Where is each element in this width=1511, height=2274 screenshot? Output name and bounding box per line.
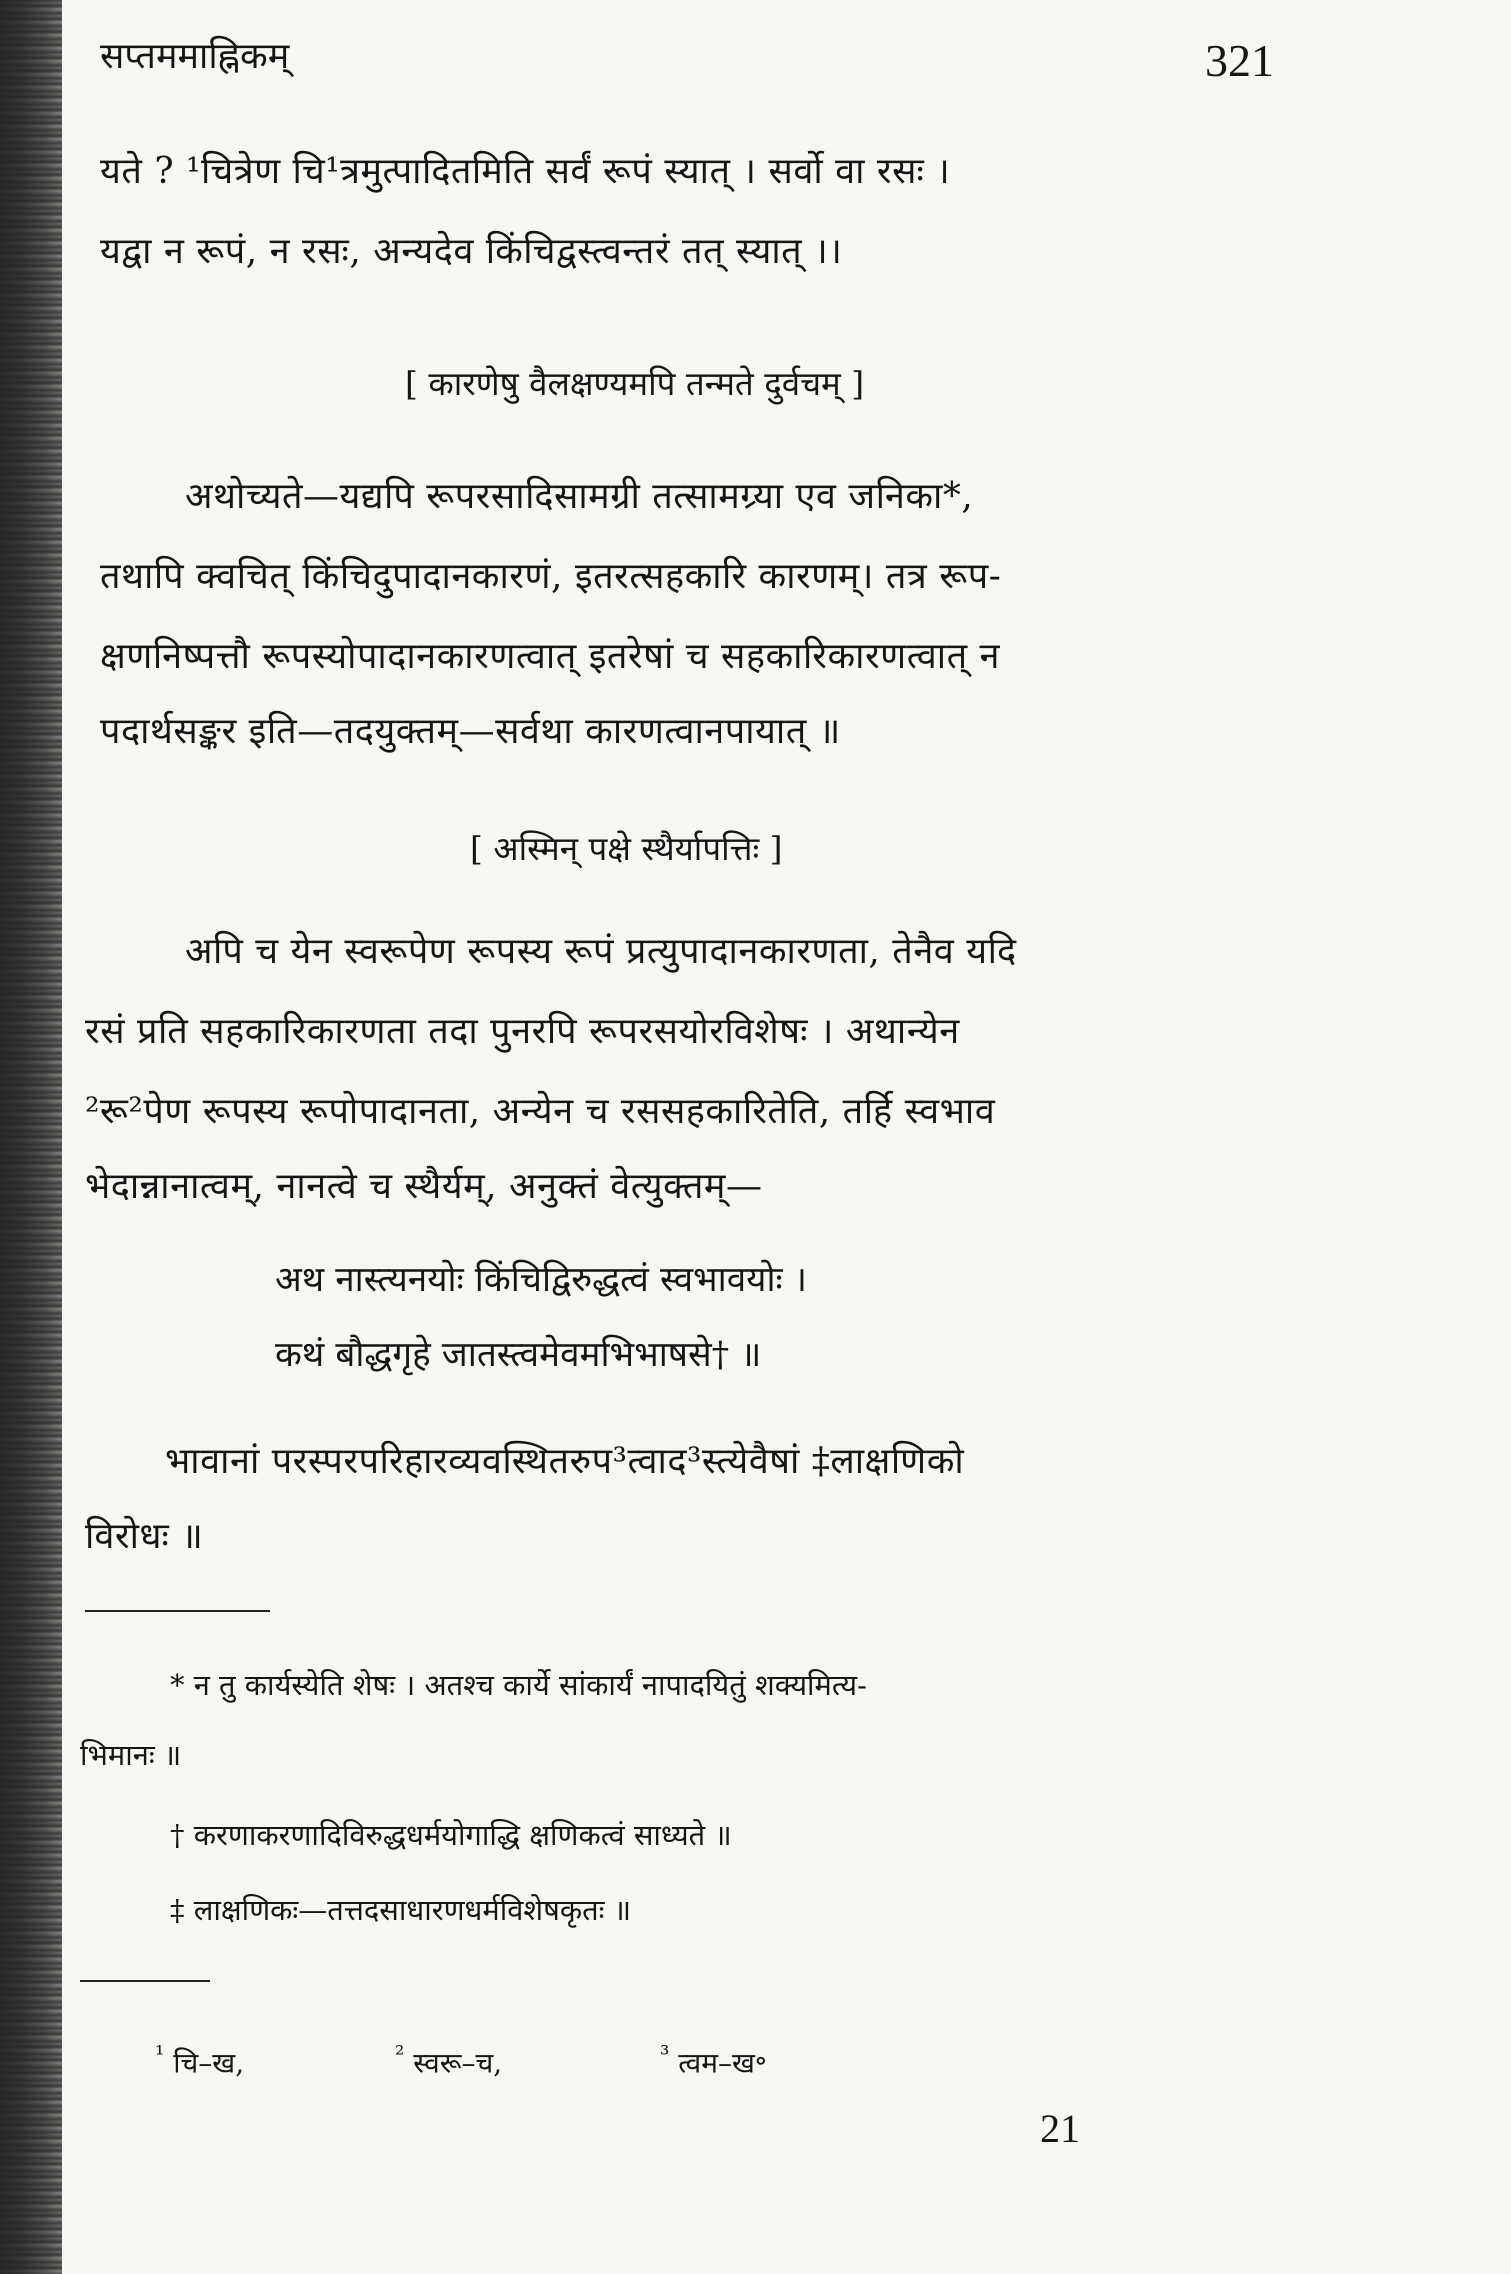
verse-line-2: कथं बौद्धगृहे जातस्त्वमेवमभिभाषसे† ॥ xyxy=(275,1335,762,1375)
variant-reading-3 xyxy=(660,2040,767,2081)
para1-line-2: यद्वा न रूपं, न रसः, अन्यदेव किंचिद्वस्त्वन्तरं तत् स्यात् ।। xyxy=(100,231,843,272)
footnote-asterisk-line-1: * न तु कार्यस्येति शेषः । अतश्च कार्ये सांकार्यं नापादयितुं शक्यमित्य- xyxy=(170,1668,867,1702)
para2-line-1: अथोच्यते—यद्यपि रूपरसादिसामग्री तत्सामग्र्या एव जनिका*, xyxy=(185,476,974,517)
variant-rule xyxy=(80,1980,210,1982)
footnote-asterisk-line-2: भिमानः ॥ xyxy=(80,1738,182,1772)
variant-mark: ¹ xyxy=(155,2040,165,2068)
para2-line-2: तथापि क्वचित् किंचिदुपादानकारणं, इतरत्सहकारि कारणम्। तत्र रूप- xyxy=(100,556,1002,597)
variant-text: त्वम–ख॰ xyxy=(678,2046,767,2080)
para4-line-2: विरोधः ॥ xyxy=(85,1516,204,1557)
footnote-double-dagger: ‡ लाक्षणिकः—तत्तदसाधारणधर्मविशेषकृतः ॥ xyxy=(170,1893,632,1927)
para3-line-2: रसं प्रति सहकारिकारणता तदा पुनरपि रूपरसयोरविशेषः । अथान्येन xyxy=(85,1011,960,1052)
variant-mark: ² xyxy=(395,2040,405,2068)
variant-reading-2 xyxy=(395,2040,502,2081)
para2-line-3: क्षणनिष्पत्तौ रूपस्योपादानकारणत्वात् इतरेषां च सहकारिकारणत्वात् न xyxy=(100,636,1001,677)
para1-line-1: यते ? ¹चित्रेण चि¹त्रमुत्पादितमिति सर्वं रूपं स्यात् । सर्वो वा रसः । xyxy=(100,151,951,192)
signature-mark: 21 xyxy=(1040,2106,1080,2151)
section-heading-1: [ कारणेषु वैलक्षण्यमपि तन्मते दुर्वचम् ] xyxy=(405,364,865,403)
para3-line-1: अपि च येन स्वरूपेण रूपस्य रूपं प्रत्युपादानकारणता, तेनैव यदि xyxy=(185,931,1017,972)
para4-line-1: भावानां परस्परपरिहारव्यवस्थितरुप³त्वाद³स्त्येवैषां ‡लाक्षणिको xyxy=(165,1441,965,1482)
footnote-dagger: † करणाकरणादिविरुद्धधर्मयोगाद्धि क्षणिकत्वं साध्यते ॥ xyxy=(170,1818,732,1852)
para2-line-4: पदार्थसङ्कर इति—तदयुक्तम्—सर्वथा कारणत्वानपायात् ॥ xyxy=(100,711,841,752)
page-number: 321 xyxy=(1205,35,1274,86)
variant-reading-1 xyxy=(155,2040,244,2081)
para3-line-3: ²रू²पेण रूपस्य रूपोपादानता, अन्येन च रससहकारितेति, तर्हि स्वभाव xyxy=(85,1091,996,1132)
variant-mark: ³ xyxy=(660,2040,670,2068)
variant-text: चि–ख, xyxy=(173,2046,245,2080)
chapter-title: सप्तममाह्निकम् xyxy=(100,36,290,77)
variant-text: स्वरू–च, xyxy=(413,2046,503,2080)
footnote-rule xyxy=(85,1610,270,1612)
verse-line-1: अथ नास्त्यनयोः किंचिद्विरुद्धत्वं स्वभावयोः । xyxy=(275,1260,807,1300)
para3-line-4: भेदान्नानात्वम्, नानत्वे च स्थैर्यम्, अनुक्तं वेत्युक्तम्— xyxy=(85,1166,763,1207)
section-heading-2: [ अस्मिन् पक्षे स्थैर्यापत्तिः ] xyxy=(470,829,783,868)
